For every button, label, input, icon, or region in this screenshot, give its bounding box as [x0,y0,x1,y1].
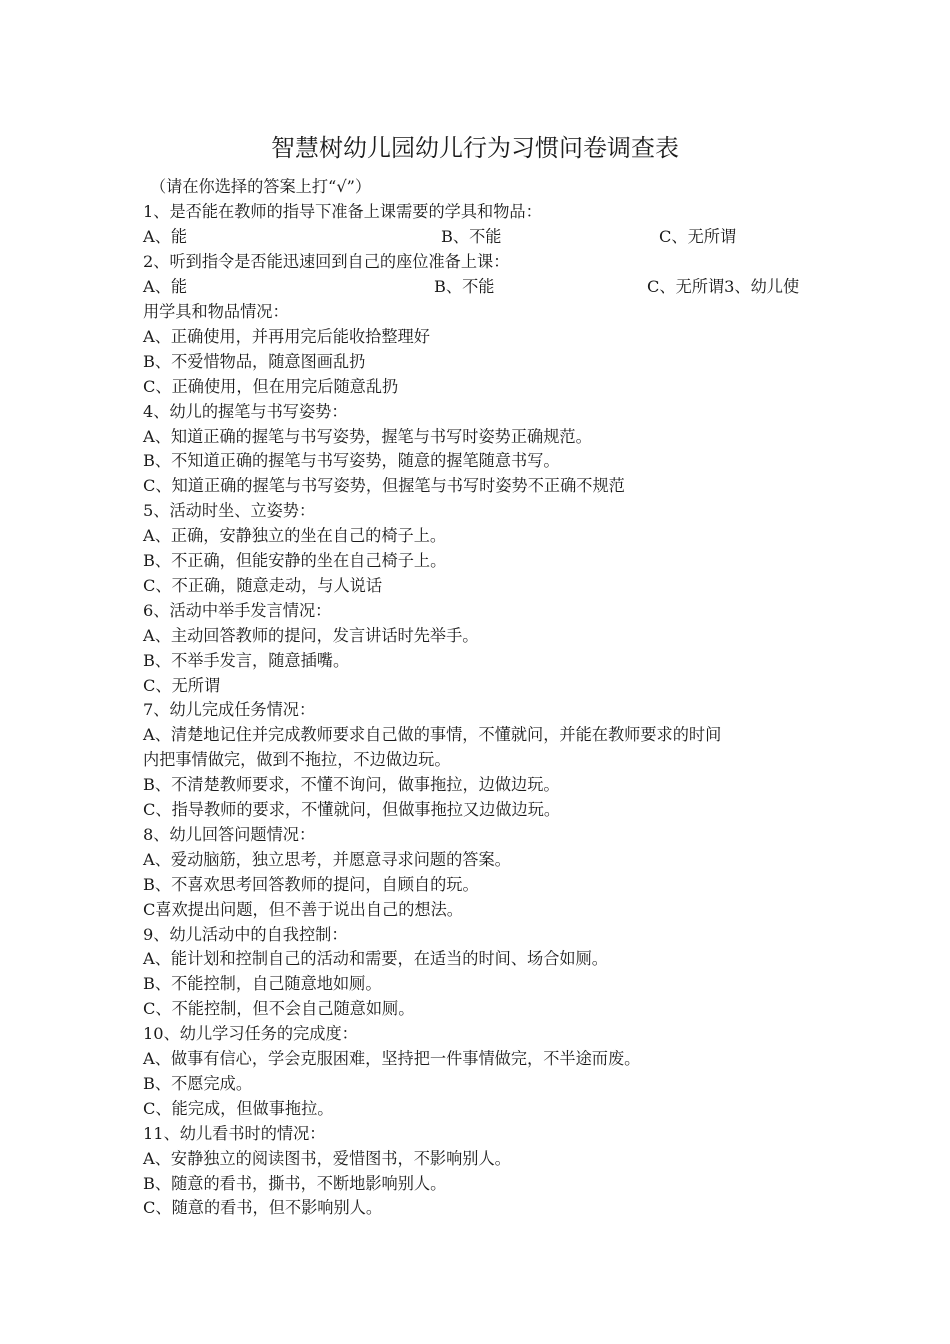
document-line: B、随意的看书，撕书，不断地影响别人。 [143,1173,447,1193]
document-line: A、安静独立的阅读图书，爱惜图书，不影响别人。 [143,1148,511,1168]
document-line: C、无所谓 [143,675,221,695]
document-line: C、不能控制，但不会自己随意如厕。 [143,999,415,1019]
document-line: B、不知道正确的握笔与书写姿势，随意的握笔随意书写。 [143,451,560,471]
document-line: B、不举手发言，随意插嘴。 [143,650,350,670]
document-line: C、正确使用，但在用完后随意乱扔 [143,376,399,396]
document-line: 7、幼儿完成任务情况： [143,700,316,720]
document-line: A、知道正确的握笔与书写姿势，握笔与书写时姿势正确规范。 [143,426,592,446]
document-line: B、不正确，但能安静的坐在自己椅子上。 [143,551,447,570]
document-line: A、爱动脑筋，独立思考，并愿意寻求问题的答案。 [143,849,511,869]
document-line: 内把事情做完，做到不拖拉，不边做边玩。 [143,750,451,770]
document-line: A、清楚地记住并完成教师要求自己做的事情，不懂就问，并能在教师要求的时间 [143,725,722,745]
document-line: C、指导教师的要求，不懂就问，但做事拖拉又边做边玩。 [143,800,561,819]
q1-option-c: C、无所谓 [659,227,737,246]
document-line: A、正确，安静独立的坐在自己的椅子上。 [143,526,447,546]
document-line: B、不爱惜物品，随意图画乱扔 [143,351,366,371]
document-line: 10、幼儿学习任务的完成度： [143,1024,358,1044]
document-line: 11、幼儿看书时的情况： [143,1123,326,1143]
document-line: A、做事有信心，学会克服困难，坚持把一件事情做完，不半途而废。 [143,1049,641,1068]
document-line: 5、活动时坐、立姿势： [143,501,316,521]
document-line: 用学具和物品情况： [143,302,289,321]
document-line: C、不正确，随意走动，与人说话 [143,575,383,595]
document-line: A、能计划和控制自己的活动和需要，在适当的时间、场合如厕。 [143,949,608,969]
instruction-text: （请在你选择的答案上打“√”） [150,177,372,196]
document-line: B、不愿完成。 [143,1073,253,1093]
document-title: 智慧树幼儿园幼儿行为习惯问卷调查表 [271,134,679,162]
document-line: C、知道正确的握笔与书写姿势，但握笔与书写时姿势不正确不规范 [143,476,625,496]
q2-option-a: A、能 [143,277,188,296]
q2-option-b: B、不能 [434,277,495,296]
document-line: A、主动回答教师的提问，发言讲话时先举手。 [143,625,479,645]
document-line: C、能完成，但做事拖拉。 [143,1098,334,1118]
document-line: 9、幼儿活动中的自我控制： [143,924,348,944]
document-line: C喜欢提出问题，但不善于说出自己的想法。 [143,899,463,919]
question-2: 2、听到指令是否能迅速回到自己的座位准备上课： [143,252,510,271]
document-line: A、正确使用，并再用完后能收拾整理好 [143,326,430,346]
document-line: B、不能控制，自己随意地如厕。 [143,974,382,994]
q1-option-b: B、不能 [441,227,502,246]
question-1: 1、是否能在教师的指导下准备上课需要的学具和物品： [143,202,542,221]
q2-option-c: C、无所谓3、幼儿使 [647,277,800,296]
document-line: 8、幼儿回答问题情况： [143,824,316,844]
document-line: B、不喜欢思考回答教师的提问，自顾自的玩。 [143,874,479,894]
q1-option-a: A、能 [143,227,188,246]
document-line: B、不清楚教师要求，不懂不询问，做事拖拉，边做边玩。 [143,775,560,795]
document-line: 6、活动中举手发言情况： [143,600,332,620]
document-line: 4、幼儿的握笔与书写姿势： [143,401,348,421]
document-line: C、随意的看书，但不影响别人。 [143,1198,383,1218]
